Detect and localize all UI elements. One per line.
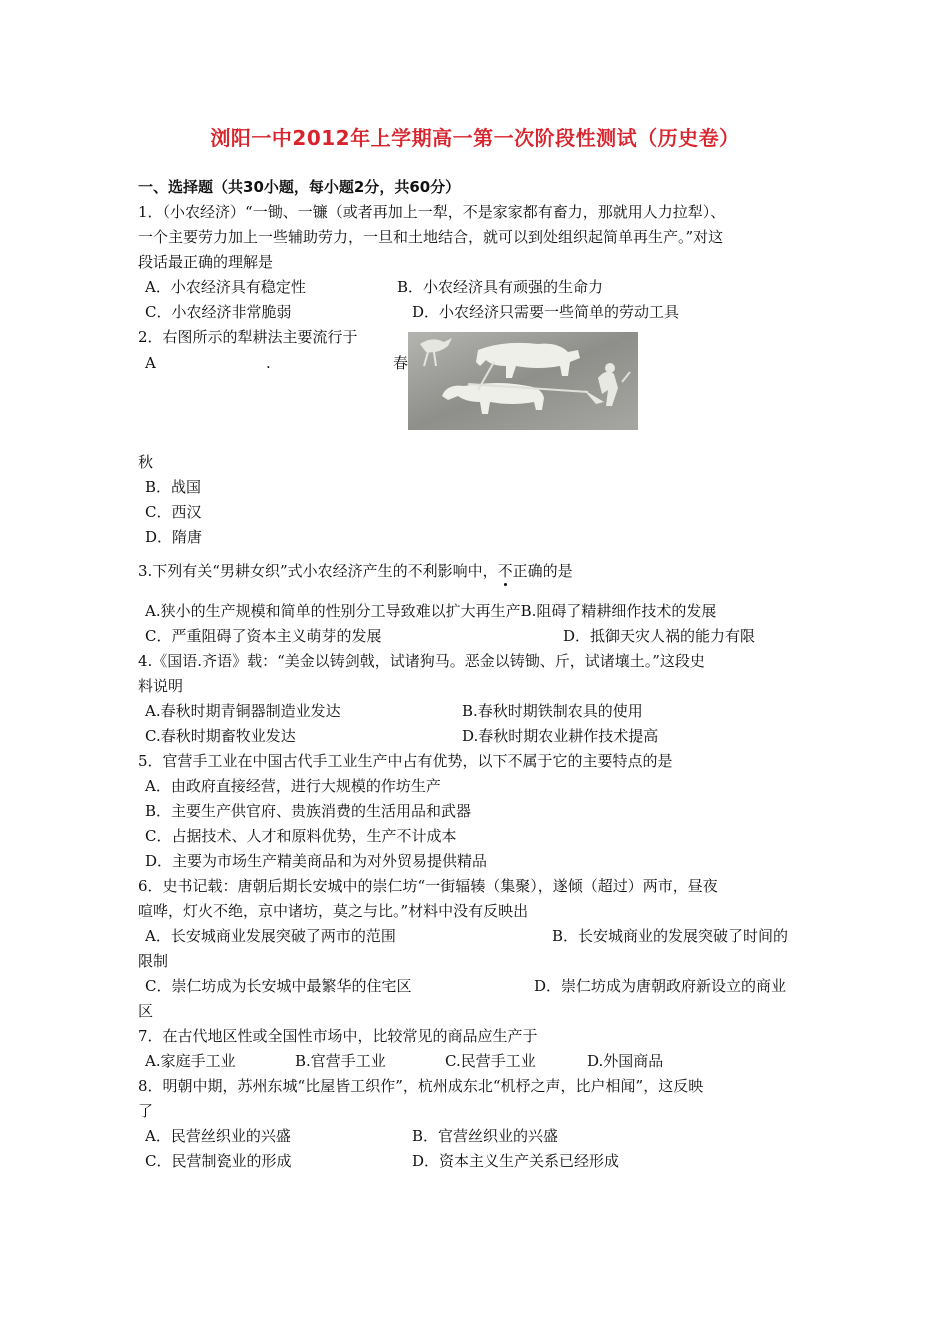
section-heading: 一、选择题（共30小题，每小题2分，共60分）	[138, 178, 461, 196]
q6-option-a: A．长安城商业发展突破了两市的范围	[145, 927, 396, 945]
q3-emphasis-mark: 不	[497, 562, 513, 580]
q1-line-2: 一个主要劳力加上一些辅助劳力，一旦和土地结合，就可以到处组织起简单再生产。”对这	[138, 228, 724, 246]
q7-option-b: B.官营手工业	[295, 1052, 386, 1070]
q2-stem: 2．右图所示的犁耕法主要流行于	[138, 328, 358, 346]
q2-option-a-text-qiu: 秋	[138, 453, 154, 471]
q7-option-a: A.家庭手工业	[145, 1052, 236, 1070]
q3-stem-prefix: 3.下列有关“男耕女织”式小农经济产生的不利影响中，	[138, 562, 498, 580]
q6-option-b: B．长安城商业的发展突破了时间的	[552, 927, 789, 945]
q1-line-1: 1．（小农经济）“一锄、一镰（或者再加上一犁，不是家家都有畜力，那就用人力拉犁）、	[138, 203, 726, 221]
q1-option-c: C．小农经济非常脆弱	[145, 303, 292, 321]
q1-option-a: A．小农经济具有稳定性	[145, 278, 306, 296]
q8-line-2: 了	[138, 1102, 154, 1120]
q4-option-a: A.春秋时期青铜器制造业发达	[145, 702, 341, 720]
q3-options-ab: A.狭小的生产规模和简单的性别分工导致难以扩大再生产B.阻碍了精耕细作技术的发展	[145, 602, 717, 620]
q5-option-b: B．主要生产供官府、贵族消费的生活用品和武器	[145, 802, 472, 820]
q1-option-b: B．小农经济具有顽强的生命力	[397, 278, 604, 296]
q3-stem-suffix: 正确的是	[512, 562, 573, 580]
q8-option-c: C．民营制瓷业的形成	[145, 1152, 292, 1170]
q3-stem	[138, 561, 573, 581]
q6-option-b-cont: 限制	[138, 952, 169, 970]
q2-option-a-dot: .	[266, 354, 271, 372]
q5-option-d: D．主要为市场生产精美商品和为对外贸易提供精品	[145, 852, 488, 870]
q5-option-a: A．由政府直接经营，进行大规模的作坊生产	[145, 777, 441, 795]
q5-stem: 5．官营手工业在中国古代手工业生产中占有优势，以下不属于它的主要特点的是	[138, 752, 673, 770]
q4-line-2: 料说明	[138, 677, 184, 695]
q6-line-1: 6．史书记载：唐朝后期长安城中的崇仁坊“一街辐辏（集聚），遂倾（超过）两市，昼夜	[138, 877, 718, 895]
q6-line-2: 喧哗，灯火不绝，京中诸坊，莫之与比。”材料中没有反映出	[138, 902, 529, 920]
q8-line-1: 8．明朝中期，苏州东城“比屋皆工织作”，杭州成东北“机杼之声，比户相闻”，这反映	[138, 1077, 704, 1095]
q2-option-d: D．隋唐	[145, 528, 203, 546]
q8-option-d: D．资本主义生产关系已经形成	[412, 1152, 620, 1170]
q4-option-b: B.春秋时期铁制农具的使用	[462, 702, 643, 720]
q7-option-c: C.民营手工业	[445, 1052, 536, 1070]
q1-option-d: D．小农经济只需要一些简单的劳动工具	[412, 303, 680, 321]
q6-option-d-cont: 区	[138, 1002, 154, 1020]
q1-line-3: 段话最正确的理解是	[138, 253, 274, 271]
q5-option-c: C．占据技术、人才和原料优势，生产不计成本	[145, 827, 457, 845]
plough-relief-image	[408, 332, 638, 430]
q2-option-a-text-chun: 春	[393, 354, 409, 372]
stone-relief-ox-plough-icon	[408, 332, 638, 430]
q3-option-d: D．抵御天灾人祸的能力有限	[563, 627, 756, 645]
q8-option-b: B．官营丝织业的兴盛	[412, 1127, 559, 1145]
q2-option-b: B．战国	[145, 478, 202, 496]
q2-option-c: C．西汉	[145, 503, 202, 521]
q7-option-d: D.外国商品	[587, 1052, 664, 1070]
q8-option-a: A．民营丝织业的兴盛	[145, 1127, 291, 1145]
q6-option-c: C．崇仁坊成为长安城中最繁华的住宅区	[145, 977, 412, 995]
q7-stem: 7．在古代地区性或全国性市场中，比较常见的商品应生产于	[138, 1027, 538, 1045]
exam-title: 浏阳一中2012年上学期高一第一次阶段性测试（历史卷）	[210, 126, 740, 150]
q3-option-c: C．严重阻碍了资本主义萌芽的发展	[145, 627, 382, 645]
q4-option-c: C.春秋时期畜牧业发达	[145, 727, 296, 745]
q4-line-1: 4.《国语.齐语》载：“美金以铸剑戟，试诸狗马。恶金以铸锄、斤，试诸壤土。”这段史	[138, 652, 705, 670]
q4-option-d: D.春秋时期农业耕作技术提高	[462, 727, 659, 745]
q6-option-d: D．崇仁坊成为唐朝政府新设立的商业	[534, 977, 787, 995]
q2-option-a-letter: A	[145, 354, 156, 372]
